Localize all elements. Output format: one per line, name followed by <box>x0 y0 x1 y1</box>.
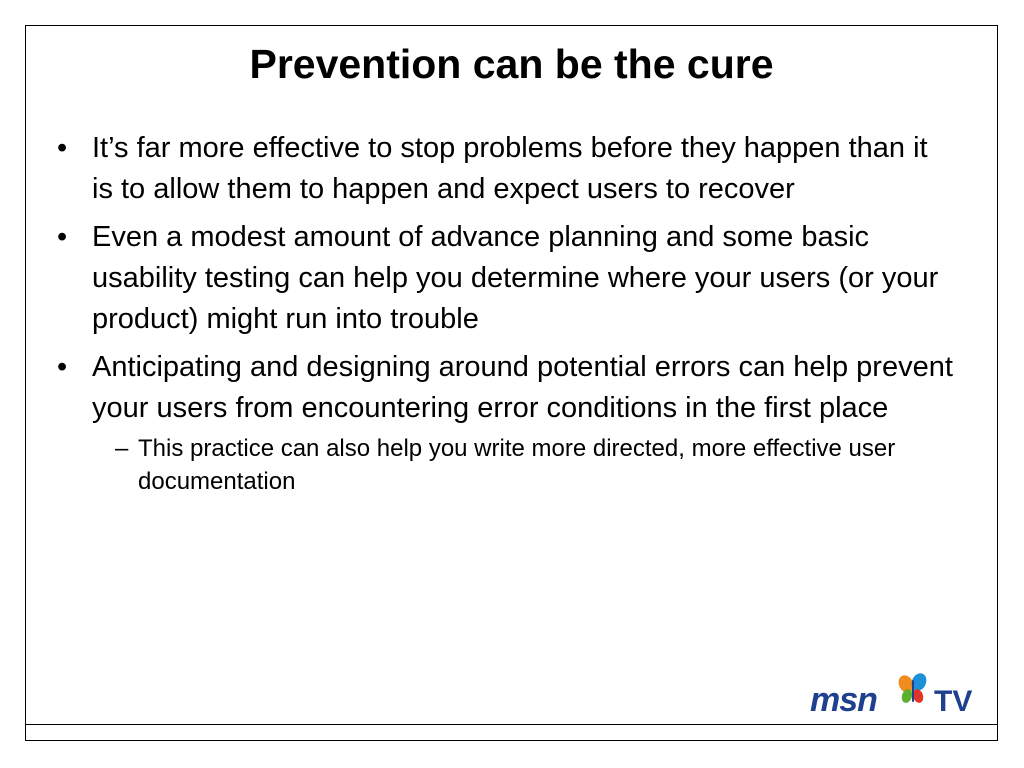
msn-butterfly-icon <box>896 672 930 706</box>
bullet-item <box>55 347 955 429</box>
bullet-text: It’s far more effective to stop problems before they happen than it is to allow them to happen and expect users to recover <box>92 132 928 205</box>
bullet-marker: • <box>57 221 68 253</box>
bullet-item <box>55 217 955 340</box>
bullet-item <box>55 128 955 210</box>
msn-tv-logo <box>810 672 980 722</box>
sub-bullet-marker: – <box>115 435 129 462</box>
logo-product-text: TV <box>934 685 973 718</box>
bullet-marker: • <box>57 132 68 164</box>
footer-divider <box>25 724 998 725</box>
bullet-text: Anticipating and designing around potential errors can help prevent your users from encountering error conditions in the first place <box>92 351 953 424</box>
logo-brand-text: msn <box>810 681 877 719</box>
sub-bullet-text: This practice can also help you write more directed, more effective user documentation <box>138 435 896 495</box>
slide-body <box>55 128 955 498</box>
sub-bullet-item <box>55 432 955 498</box>
bullet-marker: • <box>57 351 68 383</box>
slide-title: Prevention can be the cure <box>249 41 774 87</box>
bullet-text: Even a modest amount of advance planning and some basic usability testing can help you determine where your users (or your product) might run into trouble <box>92 221 939 335</box>
